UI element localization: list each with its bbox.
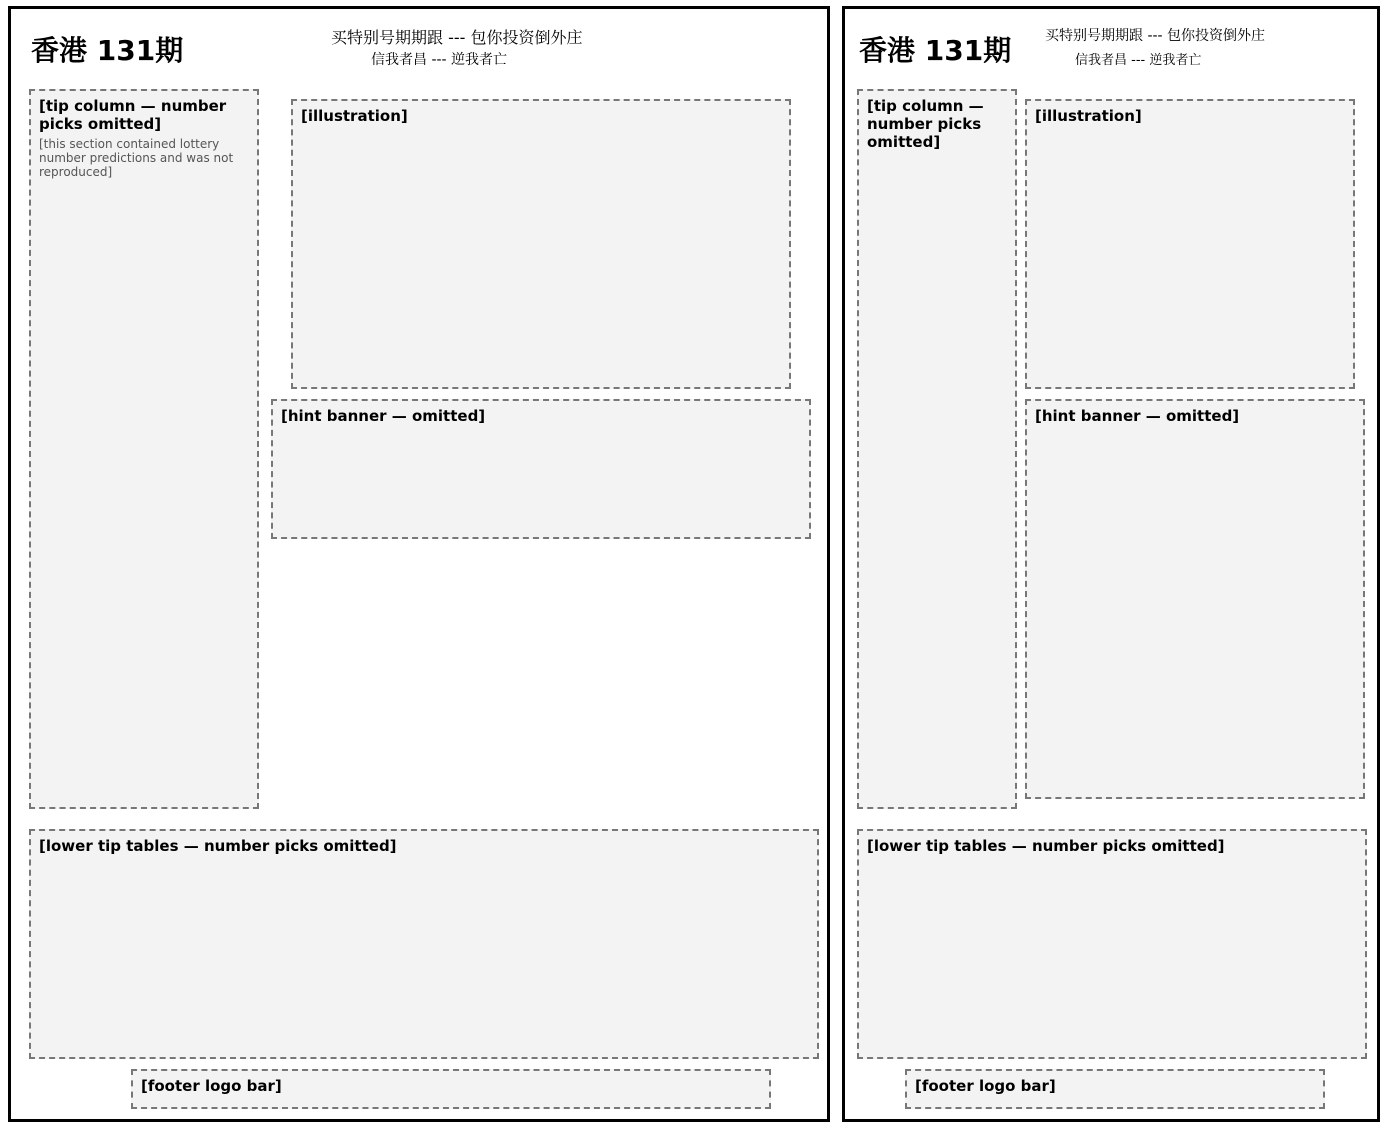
right-header-line2: 信我者昌 --- 逆我者亡 [1075,53,1202,68]
right-masthead: 香港 131期 [859,34,1012,67]
left-footer-zone [131,1069,771,1109]
zone-label: [hint banner — omitted] [281,407,486,425]
zone-label: [lower tip tables — number picks omitted] [867,837,1225,855]
zone-label: [illustration] [1035,107,1142,125]
left-lower-zone [29,829,819,1059]
right-illustration-zone [1025,99,1355,389]
zone-label: [tip column — number picks omitted] [867,97,984,151]
right-footer-zone [905,1069,1325,1109]
left-header-line2: 信我者昌 --- 逆我者亡 [371,52,508,68]
zone-label: [footer logo bar] [915,1077,1056,1095]
left-header-line1: 买特别号期期跟 --- 包你投资倒外庄 [331,28,583,47]
left-illustration-zone [291,99,791,389]
zone-note: [this section contained lottery number predictions and was not reproduced] [39,137,234,179]
zone-label: [hint banner — omitted] [1035,407,1240,425]
zone-label: [illustration] [301,107,408,125]
right-picks-zone [857,89,1017,809]
left-hint-zone [271,399,811,539]
right-header-line1: 买特别号期期跟 --- 包你投资倒外庄 [1045,28,1266,44]
zone-label: [footer logo bar] [141,1077,282,1095]
left-masthead: 香港 131期 [31,34,184,67]
right-lower-zone [857,829,1367,1059]
right-hint-zone [1025,399,1365,799]
right-sheet [842,6,1380,1122]
zone-label: [lower tip tables — number picks omitted] [39,837,397,855]
zone-label: [tip column — number picks omitted] [39,97,227,133]
left-picks-zone [29,89,259,809]
left-sheet [8,6,830,1122]
